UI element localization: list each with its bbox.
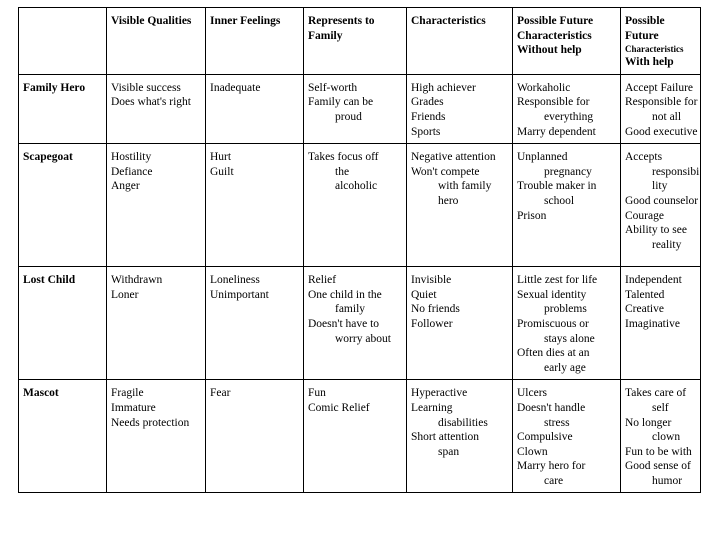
cell-line: Guilt <box>210 165 234 178</box>
cell-line: worry about <box>335 332 391 345</box>
header-characteristics: Characteristics <box>407 8 513 75</box>
cell-line: One child in the <box>308 288 382 301</box>
cell-line: Good executive <box>625 125 698 138</box>
cell-line: Marry dependent <box>517 125 596 138</box>
cell-line: problems <box>544 303 587 316</box>
cell-line: No longer <box>625 416 672 429</box>
table-row-scapegoat <box>19 144 701 267</box>
cell-line: everything <box>544 110 594 123</box>
cell-line: responsibi <box>652 165 700 178</box>
header-future-with-help <box>621 8 701 75</box>
cell-line: lity <box>652 180 668 193</box>
cell-line: Doesn't handle <box>517 401 586 414</box>
characteristics-cell <box>407 144 513 267</box>
inner-feelings-cell <box>206 74 304 143</box>
header-line: Family <box>308 29 343 42</box>
cell-line: Little zest for life <box>517 274 598 287</box>
cell-line: stress <box>544 416 570 429</box>
cell-line: Grades <box>411 96 444 109</box>
cell-line: Takes focus off <box>308 151 379 164</box>
cell-line: Loneliness <box>210 274 260 287</box>
cell-line: Sexual identity <box>517 288 587 301</box>
cell-line: Responsible for <box>625 96 698 109</box>
cell-line: Marry hero for <box>517 460 586 473</box>
cell-line: Prison <box>517 209 547 222</box>
role-name: Family Hero <box>19 74 107 143</box>
cell-line: pregnancy <box>544 165 592 178</box>
header-visible-qualities: Visible Qualities <box>107 8 206 75</box>
table-row-lost-child <box>19 267 701 380</box>
cell-line: Ability to see <box>625 224 687 237</box>
cell-line: with family <box>438 180 492 193</box>
cell-line: Loner <box>111 288 139 301</box>
cell-line: Takes care of <box>625 387 687 400</box>
cell-line: school <box>544 194 575 207</box>
visible-qualities-cell <box>107 380 206 493</box>
cell-line: self <box>652 401 669 414</box>
cell-line: Does what's right <box>111 96 192 109</box>
cell-line: Visible success <box>111 81 181 94</box>
cell-line: Quiet <box>411 288 437 301</box>
header-line: Possible Future <box>517 15 594 27</box>
inner-feelings-cell <box>206 267 304 380</box>
future-with-help-cell <box>621 144 701 267</box>
cell-line: Independent <box>625 274 682 287</box>
cell-line: Self-worth <box>308 81 358 94</box>
cell-line: Comic Relief <box>308 401 370 414</box>
table-row-family-hero <box>19 74 701 143</box>
visible-qualities-cell <box>107 144 206 267</box>
cell-line: Unplanned <box>517 151 568 164</box>
header-line-small: Characteristics <box>625 44 684 55</box>
cell-line: Courage <box>625 209 664 222</box>
cell-line: Invisible <box>411 274 452 287</box>
cell-line: reality <box>652 238 682 251</box>
future-without-help-cell <box>513 380 621 493</box>
cell-line: disabilities <box>438 416 488 429</box>
future-with-help-cell <box>621 267 701 380</box>
cell-line: stays alone <box>544 332 595 345</box>
represents-cell <box>304 380 407 493</box>
cell-line: Learning <box>411 401 453 414</box>
role-name: Mascot <box>19 380 107 493</box>
characteristics-cell <box>407 267 513 380</box>
cell-line: No friends <box>411 303 460 316</box>
cell-line: Doesn't have to <box>308 317 380 330</box>
cell-line: care <box>544 474 564 487</box>
cell-line: Friends <box>411 110 446 123</box>
cell-line: humor <box>652 474 683 487</box>
header-represents-to-family <box>304 8 407 75</box>
header-blank-cell <box>19 8 107 75</box>
future-with-help-cell <box>621 380 701 493</box>
cell-line: Follower <box>411 317 453 330</box>
cell-line: Relief <box>308 274 337 287</box>
inner-feelings-cell <box>206 144 304 267</box>
cell-line: Negative attention <box>411 151 496 164</box>
cell-line: Workaholic <box>517 81 571 94</box>
header-line: Possible <box>625 15 665 27</box>
cell-line: Won't compete <box>411 165 480 178</box>
cell-line: Immature <box>111 401 156 414</box>
header-line: With help <box>625 56 674 69</box>
cell-line: Compulsive <box>517 431 573 444</box>
cell-line: early age <box>544 361 586 374</box>
cell-line: Fun to be with <box>625 445 692 458</box>
cell-line: Imaginative <box>625 317 680 330</box>
cell-line: Unimportant <box>210 288 269 301</box>
cell-line: Hurt <box>210 151 232 164</box>
future-with-help-cell <box>621 74 701 143</box>
header-line: Represents to <box>308 15 375 27</box>
cell-line: clown <box>652 431 681 444</box>
cell-line: Needs protection <box>111 416 190 429</box>
role-name: Lost Child <box>19 267 107 380</box>
future-without-help-cell <box>513 267 621 380</box>
inner-feelings-cell <box>206 380 304 493</box>
cell-line: Fear <box>210 387 231 400</box>
cell-line: family <box>335 303 366 316</box>
header-row <box>19 8 701 75</box>
cell-line: Talented <box>625 288 665 301</box>
role-name: Scapegoat <box>19 144 107 267</box>
cell-line: Responsible for <box>517 96 590 109</box>
characteristics-cell <box>407 74 513 143</box>
cell-line: High achiever <box>411 81 476 94</box>
cell-line: Withdrawn <box>111 274 163 287</box>
cell-line: Good sense of <box>625 460 691 473</box>
future-without-help-cell <box>513 144 621 267</box>
cell-line: Family can be <box>308 96 374 109</box>
cell-line: Inadequate <box>210 81 261 94</box>
visible-qualities-cell <box>107 74 206 143</box>
visible-qualities-cell <box>107 267 206 380</box>
cell-line: hero <box>438 194 459 207</box>
represents-cell <box>304 74 407 143</box>
family-roles-table <box>18 7 701 493</box>
cell-line: Sports <box>411 125 441 138</box>
cell-line: Defiance <box>111 165 153 178</box>
table-row-mascot <box>19 380 701 493</box>
cell-line: Good counselor <box>625 194 699 207</box>
cell-line: Short attention <box>411 431 480 444</box>
cell-line: Clown <box>517 445 548 458</box>
header-inner-feelings: Inner Feelings <box>206 8 304 75</box>
cell-line: not all <box>652 110 682 123</box>
cell-line: Fun <box>308 387 326 400</box>
represents-cell <box>304 144 407 267</box>
header-line: Characteristics <box>517 29 592 42</box>
header-future-without-help <box>513 8 621 75</box>
cell-line: Accept Failure <box>625 81 694 94</box>
future-without-help-cell <box>513 74 621 143</box>
cell-line: the <box>335 165 350 178</box>
cell-line: Promiscuous or <box>517 317 589 330</box>
cell-line: Fragile <box>111 387 144 400</box>
cell-line: Anger <box>111 180 140 193</box>
cell-line: Often dies at an <box>517 347 590 360</box>
cell-line: proud <box>335 110 362 123</box>
cell-line: Creative <box>625 303 664 316</box>
cell-line: alcoholic <box>335 180 378 193</box>
cell-line: Hyperactive <box>411 387 468 400</box>
header-line: Future <box>625 29 659 42</box>
cell-line: Accepts <box>625 151 663 164</box>
cell-line: Hostility <box>111 151 152 164</box>
cell-line: span <box>438 445 460 458</box>
characteristics-cell <box>407 380 513 493</box>
header-line: Without help <box>517 44 582 57</box>
represents-cell <box>304 267 407 380</box>
cell-line: Ulcers <box>517 387 548 400</box>
cell-line: Trouble maker in <box>517 180 597 193</box>
